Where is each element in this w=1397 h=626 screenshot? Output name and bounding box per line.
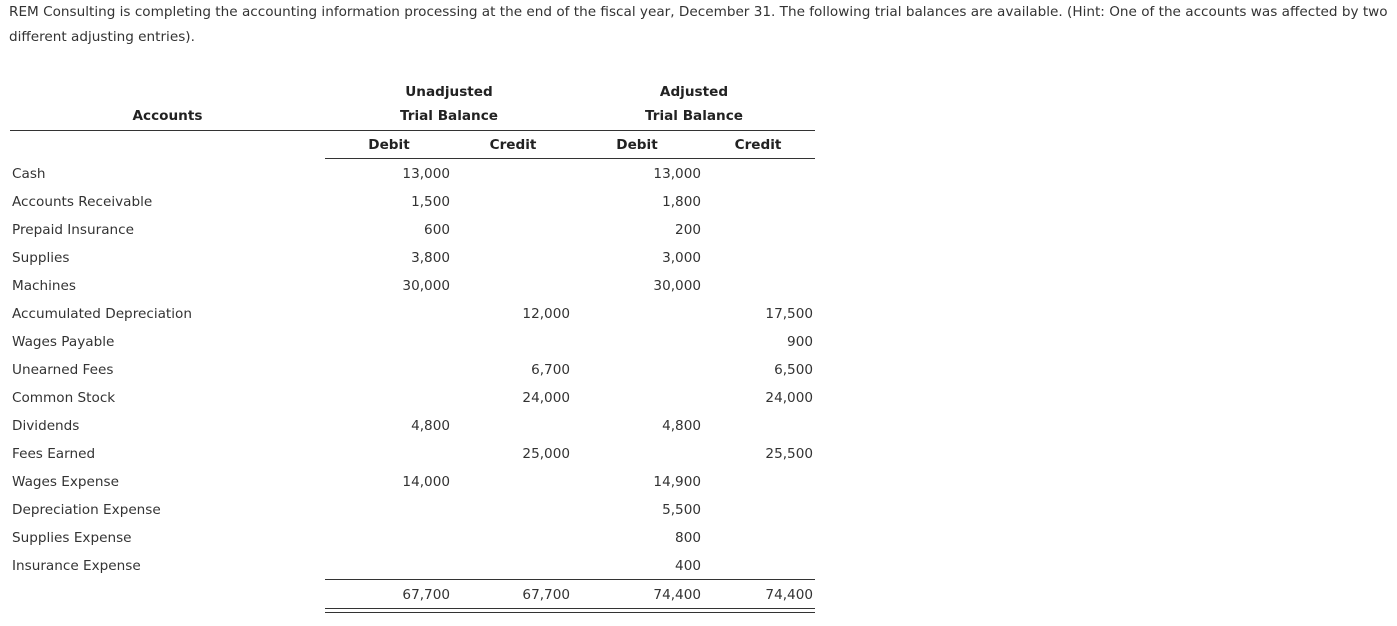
account-name: Insurance Expense — [12, 558, 141, 574]
total-unadjusted-debit: 67,700 — [402, 587, 450, 603]
adjusted-credit — [700, 160, 813, 188]
table-row — [10, 524, 815, 552]
adjusted-credit — [700, 216, 813, 244]
adjusted-debit-header: Debit — [616, 137, 658, 153]
unadjusted-debit: 1,500 — [411, 194, 450, 210]
table-row — [10, 468, 815, 496]
unadjusted-debit — [340, 440, 450, 468]
adjusted-credit-header: Credit — [734, 137, 782, 153]
unadjusted-debit — [340, 496, 450, 524]
adjusted-credit — [700, 412, 813, 440]
adjusted-debit — [590, 328, 701, 356]
adjusted-credit: 900 — [787, 334, 813, 350]
table-row — [10, 552, 815, 580]
adjusted-header-line1: Adjusted — [659, 84, 729, 100]
unadjusted-credit: 6,700 — [531, 362, 570, 378]
unadjusted-credit — [460, 552, 570, 580]
adjusted-header-line2: Trial Balance — [644, 108, 744, 124]
adjusted-credit — [700, 244, 813, 272]
account-name: Wages Expense — [12, 474, 119, 490]
account-name: Fees Earned — [12, 446, 96, 462]
table-row — [10, 188, 815, 216]
adjusted-credit — [700, 552, 813, 580]
unadjusted-credit — [460, 496, 570, 524]
account-name: Prepaid Insurance — [12, 222, 134, 238]
adjusted-debit — [590, 440, 701, 468]
table-row — [10, 412, 815, 440]
totals-row — [10, 581, 815, 609]
account-name: Supplies Expense — [12, 530, 132, 546]
unadjusted-debit: 30,000 — [402, 278, 450, 294]
unadjusted-debit: 13,000 — [402, 166, 450, 182]
adjusted-credit: 24,000 — [765, 390, 813, 406]
account-name: Cash — [12, 166, 46, 182]
adjusted-debit: 800 — [675, 530, 701, 546]
adjusted-credit — [700, 188, 813, 216]
unadjusted-credit — [460, 412, 570, 440]
adjusted-credit — [700, 524, 813, 552]
totals-rule — [325, 579, 815, 580]
table-row — [10, 440, 815, 468]
adjusted-debit: 1,800 — [662, 194, 701, 210]
subheader-rule — [325, 158, 815, 159]
unadjusted-debit: 600 — [424, 222, 450, 238]
account-name: Supplies — [12, 250, 70, 266]
account-name: Unearned Fees — [12, 362, 114, 378]
unadjusted-credit-header: Credit — [489, 137, 537, 153]
unadjusted-header-line1: Unadjusted — [405, 84, 493, 100]
adjusted-debit — [590, 356, 701, 384]
unadjusted-credit — [460, 216, 570, 244]
adjusted-debit: 400 — [675, 558, 701, 574]
adjusted-debit — [590, 384, 701, 412]
account-name: Common Stock — [12, 390, 116, 406]
adjusted-credit — [700, 272, 813, 300]
header-rule — [10, 130, 815, 131]
table-row — [10, 328, 815, 356]
adjusted-debit: 30,000 — [653, 278, 701, 294]
unadjusted-credit: 24,000 — [522, 390, 570, 406]
unadjusted-debit: 3,800 — [411, 250, 450, 266]
unadjusted-credit: 25,000 — [522, 446, 570, 462]
account-name: Machines — [12, 278, 76, 294]
unadjusted-debit: 4,800 — [411, 418, 450, 434]
adjusted-debit: 13,000 — [653, 166, 701, 182]
unadjusted-debit — [340, 552, 450, 580]
trial-balance-table — [10, 0, 815, 626]
unadjusted-credit — [460, 328, 570, 356]
account-name: Wages Payable — [12, 334, 115, 350]
adjusted-credit: 17,500 — [765, 306, 813, 322]
unadjusted-credit — [460, 468, 570, 496]
adjusted-debit: 14,900 — [653, 474, 701, 490]
unadjusted-credit — [460, 160, 570, 188]
table-row — [10, 384, 815, 412]
unadjusted-debit — [340, 384, 450, 412]
adjusted-debit: 200 — [675, 222, 701, 238]
adjusted-credit: 6,500 — [774, 362, 813, 378]
unadjusted-credit — [460, 524, 570, 552]
table-row — [10, 244, 815, 272]
totals-double-rule — [325, 608, 815, 613]
adjusted-debit: 5,500 — [662, 502, 701, 518]
account-name: Accounts Receivable — [12, 194, 153, 210]
table-row — [10, 496, 815, 524]
table-row — [10, 272, 815, 300]
unadjusted-debit — [340, 524, 450, 552]
unadjusted-credit — [460, 188, 570, 216]
table-row — [10, 300, 815, 328]
total-unadjusted-credit: 67,700 — [522, 587, 570, 603]
unadjusted-header-line2: Trial Balance — [399, 108, 499, 124]
unadjusted-credit — [460, 272, 570, 300]
total-adjusted-credit: 74,400 — [765, 587, 813, 603]
adjusted-debit — [590, 300, 701, 328]
adjusted-debit: 4,800 — [662, 418, 701, 434]
unadjusted-credit: 12,000 — [522, 306, 570, 322]
unadjusted-debit — [340, 356, 450, 384]
total-adjusted-debit: 74,400 — [653, 587, 701, 603]
adjusted-credit: 25,500 — [765, 446, 813, 462]
adjusted-credit — [700, 496, 813, 524]
account-name: Dividends — [12, 418, 80, 434]
account-name: Depreciation Expense — [12, 502, 161, 518]
adjusted-debit: 3,000 — [662, 250, 701, 266]
unadjusted-debit — [340, 300, 450, 328]
table-row — [10, 160, 815, 188]
problem-statement: REM Consulting is completing the accounting information processing at the end of the fiscal year, December 31. The following trial balances are available. (Hint: One of the accounts was affected by two different adjusting entries). — [9, 4, 1388, 45]
unadjusted-debit: 14,000 — [402, 474, 450, 490]
adjusted-credit — [700, 468, 813, 496]
table-row — [10, 356, 815, 384]
unadjusted-debit-header: Debit — [368, 137, 410, 153]
account-name: Accumulated Depreciation — [12, 306, 192, 322]
unadjusted-credit — [460, 244, 570, 272]
accounts-header: Accounts — [132, 108, 203, 124]
table-row — [10, 216, 815, 244]
unadjusted-debit — [340, 328, 450, 356]
